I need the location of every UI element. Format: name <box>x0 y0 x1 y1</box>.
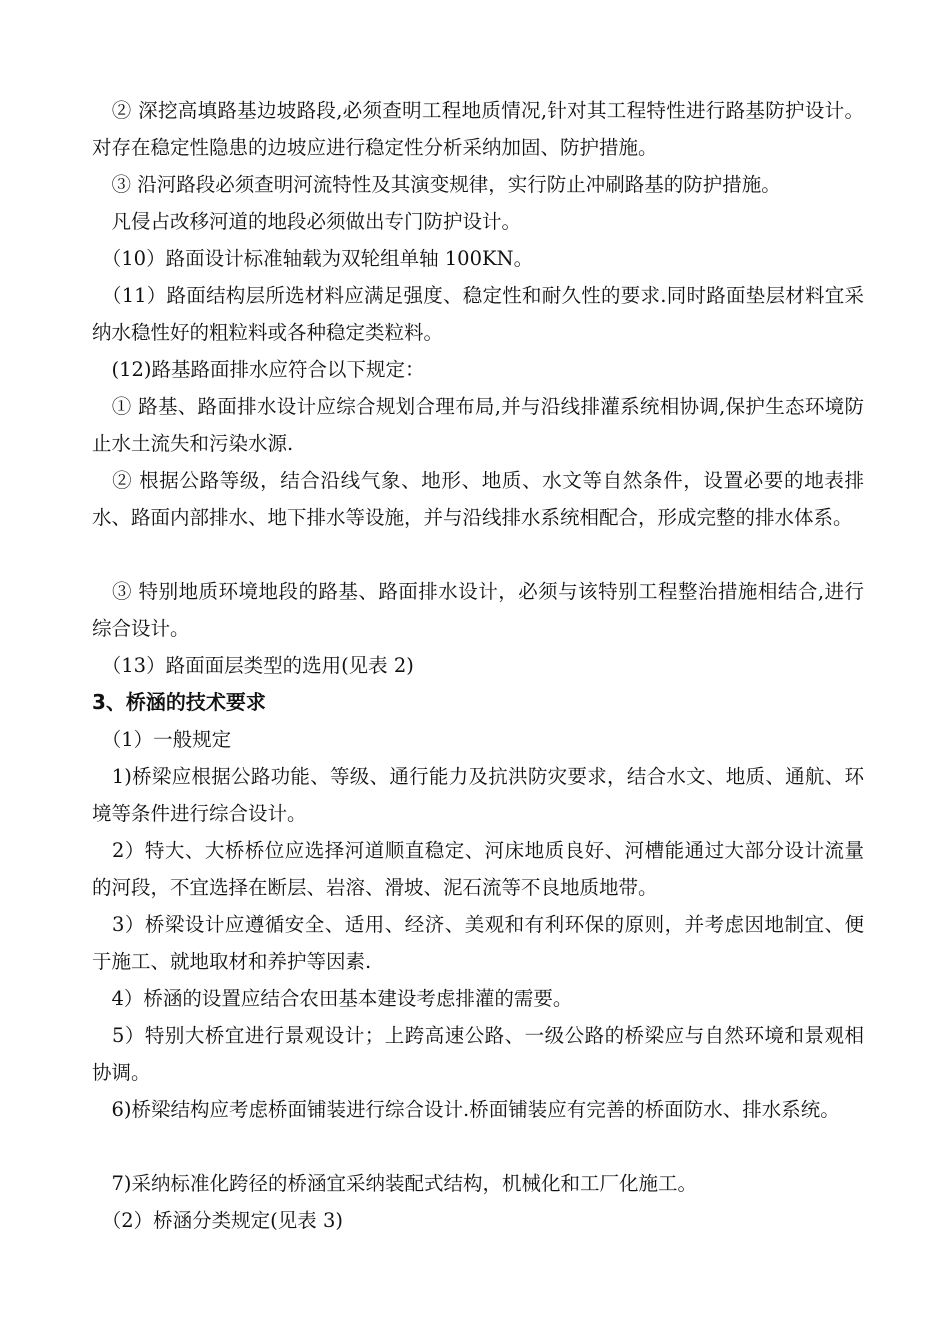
paragraph-bridge-2: 2）特大、大桥桥位应选择河道顺直稳定、河床地质良好、河槽能通过大部分设计流量的河段，不宜选择在断层、岩溶、滑坡、泥石流等不良地质地带。 <box>92 839 864 899</box>
paragraph-drainage-2: ② 根据公路等级，结合沿线气象、地形、地质、水文等自然条件，设置必要的地表排水、路面内部排水、地下排水等设施，并与沿线排水系统相配合，形成完整的排水体系。 <box>92 469 864 529</box>
paragraph-item-10: （10）路面设计标准轴载为双轮组单轴 100KN。 <box>92 247 534 270</box>
paragraph-bridge-5: 5）特别大桥宜进行景观设计；上跨高速公路、一级公路的桥梁应与自然环境和景观相协调。 <box>92 1024 864 1084</box>
paragraph-bridge-7: 7)采纳标准化跨径的桥涵宜采纳装配式结构，机械化和工厂化施工。 <box>92 1172 698 1195</box>
paragraph-item-13: （13）路面面层类型的选用(见表 2) <box>92 654 414 677</box>
paragraph-classification: （2）桥涵分类规定(见表 3) <box>92 1209 343 1232</box>
paragraph-river-diversion: 凡侵占改移河道的地段必须做出专门防护设计。 <box>92 210 522 233</box>
paragraph-drainage-1: ① 路基、路面排水设计应综合规划合理布局,并与沿线排灌系统相协调,保护生态环境防止水土流失和污染水源. <box>92 395 864 455</box>
paragraph-drainage-3: ③ 特别地质环境地段的路基、路面排水设计，必须与该特别工程整治措施相结合,进行综合设计。 <box>92 580 864 640</box>
section-heading: 3、桥涵的技术要求 <box>92 690 266 714</box>
paragraph-slope-protection: ② 深挖高填路基边坡路段,必须查明工程地质情况,针对其工程特性进行路基防护设计。对存在稳定性隐患的边坡应进行稳定性分析采纳加固、防护措施。 <box>92 99 864 159</box>
paragraph-bridge-1: 1)桥梁应根据公路功能、等级、通行能力及抗洪防灾要求，结合水文、地质、通航、环境等条件进行综合设计。 <box>92 765 864 825</box>
paragraph-bridge-3: 3）桥梁设计应遵循安全、适用、经济、美观和有利环保的原则，并考虑因地制宜、便于施工、就地取材和养护等因素. <box>92 913 864 973</box>
paragraph-item-11: （11）路面结构层所选材料应满足强度、稳定性和耐久性的要求.同时路面垫层材料宜采纳水稳性好的粗粒料或各种稳定类粒料。 <box>92 284 864 344</box>
paragraph-item-12: (12)路基路面排水应符合以下规定： <box>92 358 425 381</box>
paragraph-bridge-4: 4）桥涵的设置应结合农田基本建设考虑排灌的需要。 <box>92 987 573 1010</box>
paragraph-general-rules: （1）一般规定 <box>92 728 232 751</box>
paragraph-bridge-6: 6)桥梁结构应考虑桥面铺装进行综合设计.桥面铺装应有完善的桥面防水、排水系统。 <box>92 1098 840 1121</box>
paragraph-river-section: ③ 沿河路段必须查明河流特性及其演变规律，实行防止冲刷路基的防护措施。 <box>92 173 781 196</box>
